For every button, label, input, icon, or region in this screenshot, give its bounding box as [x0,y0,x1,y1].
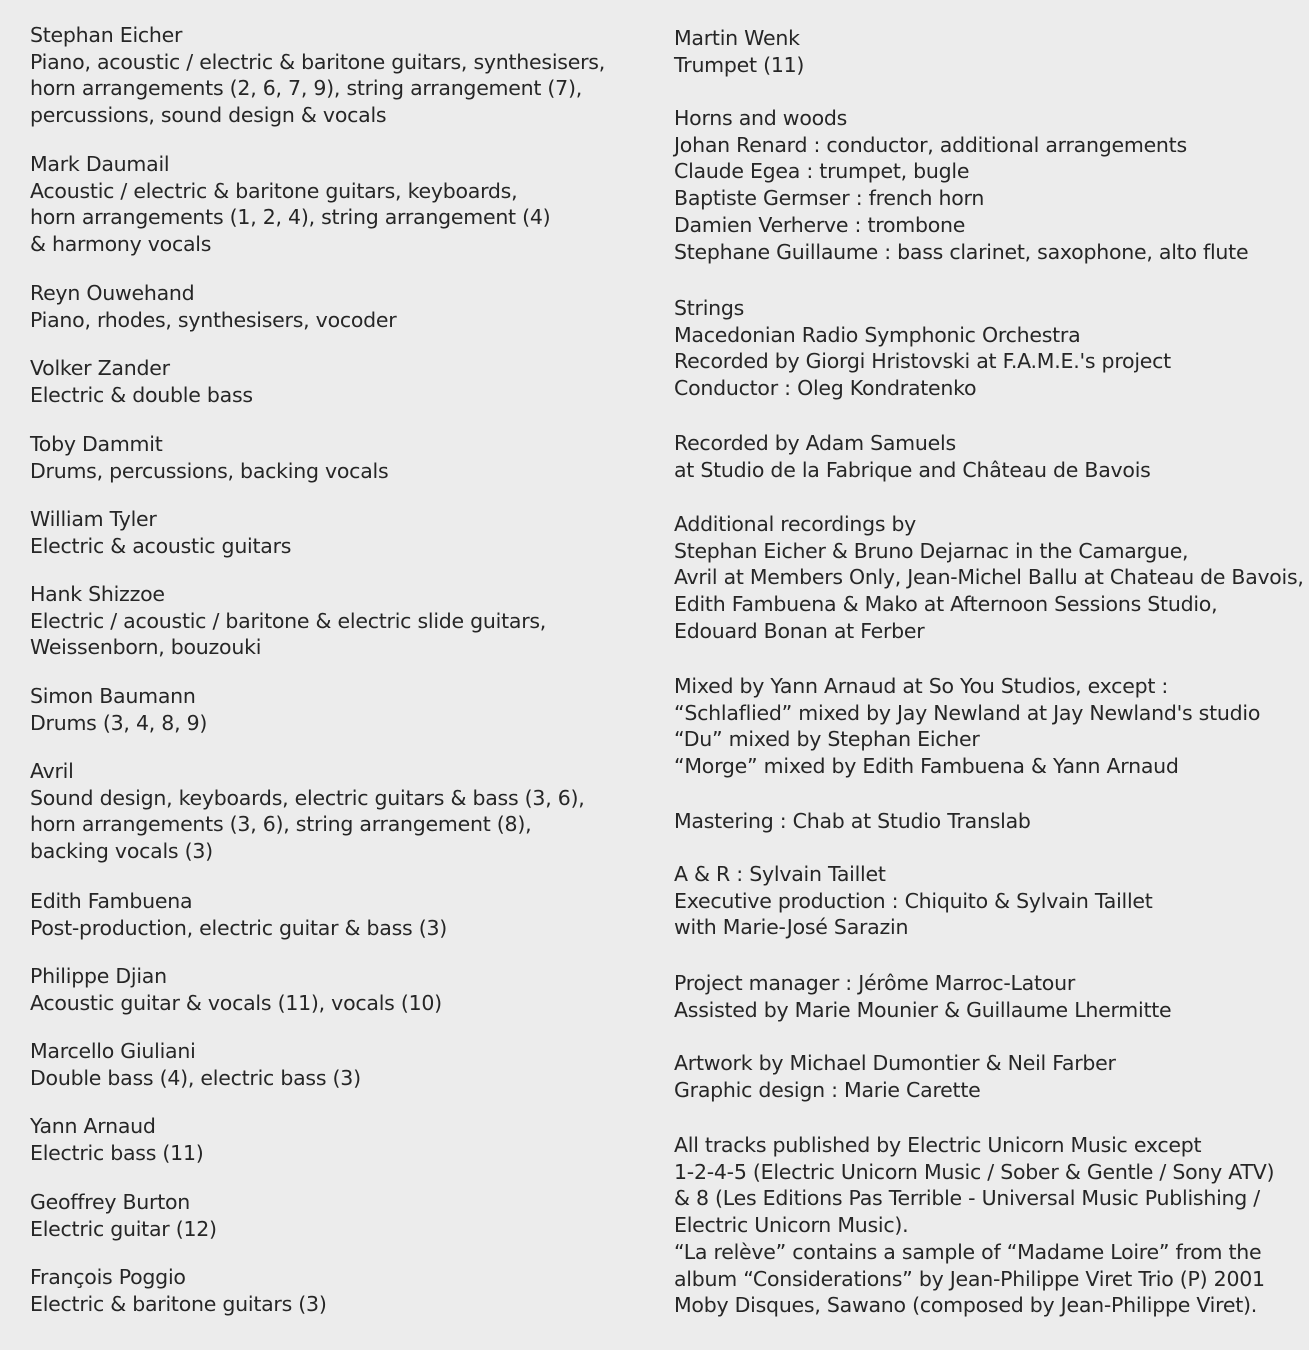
credit-name: Yann Arnaud [30,1114,156,1138]
credit-role: & harmony vocals [30,232,212,257]
credit-name: Toby Dammit [30,432,163,456]
credit-entry [30,683,207,736]
credit-name: Hank Shizzoe [30,582,165,606]
credit-line: Macedonian Radio Symphonic Orchestra [674,322,1081,347]
credit-line: Conductor : Oleg Kondratenko [674,376,977,401]
credit-line: Edith Fambuena & Mako at Afternoon Sessions Studio, [674,592,1218,617]
credit-line: Baptiste Germser : french horn [674,186,985,211]
credit-role: Piano, rhodes, synthesisers, vocoder [30,307,397,332]
section-heading: Strings [674,296,745,320]
credit-line: “Schlaflied” mixed by Jay Newland at Jay Newland's studio [674,700,1261,725]
credit-line: Executive production : Chiquito & Sylvain Taillet [674,888,1153,913]
credit-name: François Poggio [30,1265,186,1289]
credit-name: Edith Fambuena [30,889,193,913]
credit-role: Sound design, keyboards, electric guitars & bass (3, 6), [30,785,585,810]
credit-line: & 8 (Les Editions Pas Terrible - Universal Music Publishing / [674,1186,1260,1211]
credit-name: Avril [30,759,74,783]
credit-entry [674,808,1031,835]
credit-line: Recorded by Giorgi Hristovski at F.A.M.E.'s project [674,349,1171,374]
credit-line: at Studio de la Fabrique and Château de Bavois [674,457,1151,482]
credit-role: horn arrangements (2, 6, 7, 9), string arrangement (7), [30,76,582,101]
credit-entry [674,430,1151,483]
credit-entry [674,105,1248,265]
credit-line: Claude Egea : trumpet, bugle [674,159,970,184]
credit-role: Electric & acoustic guitars [30,533,292,558]
credit-line: “La relève” contains a sample of “Madame Loire” from the [674,1239,1262,1264]
credit-entry [30,758,585,865]
credit-line: Recorded by Adam Samuels [674,431,956,455]
credit-entry [30,1113,204,1166]
credit-line: Moby Disques, Sawano (composed by Jean-Philippe Viret). [674,1293,1258,1318]
credit-name: Geoffrey Burton [30,1190,191,1214]
credit-role: horn arrangements (1, 2, 4), string arrangement (4) [30,205,551,230]
credit-line: A & R : Sylvain Taillet [674,862,886,886]
credit-line: Mixed by Yann Arnaud at So You Studios, except : [674,674,1169,698]
credit-entry [30,280,396,333]
credit-entry [674,1132,1274,1319]
credit-line: with Marie-José Sarazin [674,915,909,940]
credit-line: album “Considerations” by Jean-Philippe Viret Trio (P) 2001 [674,1266,1265,1291]
credit-line: Stephane Guillaume : bass clarinet, saxophone, alto flute [674,239,1249,264]
credit-entry [30,1264,327,1317]
credit-line: Johan Renard : conductor, additional arrangements [674,132,1187,157]
credit-entry [674,861,1153,941]
credit-name: William Tyler [30,507,157,531]
credit-line: Stephan Eicher & Bruno Dejarnac in the Camargue, [674,538,1189,563]
credit-line: Graphic design : Marie Carette [674,1077,981,1102]
section-heading: Horns and woods [674,106,848,130]
credit-entry [674,295,1171,402]
credit-entry [674,25,804,78]
credit-role: Electric bass (11) [30,1140,204,1165]
credit-name: Mark Daumail [30,152,170,176]
credit-line: “Du” mixed by Stephan Eicher [674,727,980,752]
credit-role: Electric guitar (12) [30,1216,217,1241]
credit-role: Electric & baritone guitars (3) [30,1291,327,1316]
credit-name: Simon Baumann [30,684,196,708]
credit-role: Electric / acoustic / baritone & electric slide guitars, [30,608,547,633]
credit-role: percussions, sound design & vocals [30,103,387,128]
credit-role: Drums, percussions, backing vocals [30,458,389,483]
credit-entry [30,581,546,661]
credit-entry [30,355,253,408]
credit-name: Stephan Eicher [30,23,183,47]
credit-name: Reyn Ouwehand [30,281,195,305]
credit-line: 1-2-4-5 (Electric Unicorn Music / Sober & Gentle / Sony ATV) [674,1159,1275,1184]
credit-entry [30,431,388,484]
credit-entry [674,511,1304,645]
credit-line: All tracks published by Electric Unicorn Music except [674,1133,1202,1157]
credit-role: Electric & double bass [30,382,253,407]
credit-entry [674,673,1260,780]
credit-entry [30,151,550,258]
credit-entry [30,963,442,1016]
credit-line: Artwork by Michael Dumontier & Neil Farber [674,1051,1116,1075]
credit-role: Post-production, electric guitar & bass (3) [30,915,448,940]
credit-role: Weissenborn, bouzouki [30,635,262,660]
credit-line: Assisted by Marie Mounier & Guillaume Lhermitte [674,997,1172,1022]
credit-entry [30,1189,217,1242]
credit-name: Volker Zander [30,356,170,380]
credit-entry [30,888,447,941]
credit-role: backing vocals (3) [30,839,213,864]
credit-role: Acoustic / electric & baritone guitars, keyboards, [30,178,518,203]
credit-role: Double bass (4), electric bass (3) [30,1065,361,1090]
credit-entry [674,970,1171,1023]
credit-name: Philippe Djian [30,964,167,988]
credit-role: Acoustic guitar & vocals (11), vocals (10) [30,990,442,1015]
credit-line: Edouard Bonan at Ferber [674,618,925,643]
credit-entry [30,22,605,129]
credit-line: Mastering : Chab at Studio Translab [674,809,1031,833]
credit-name: Marcello Giuliani [30,1039,196,1063]
credit-entry [30,1038,361,1091]
credit-role: Trumpet (11) [674,52,805,77]
credit-role: Piano, acoustic / electric & baritone guitars, synthesisers, [30,49,605,74]
credit-entry [30,506,291,559]
credit-line: “Morge” mixed by Edith Fambuena & Yann Arnaud [674,754,1179,779]
credit-line: Damien Verherve : trombone [674,212,966,237]
credit-entry [674,1050,1116,1103]
credit-line: Additional recordings by [674,512,917,536]
credit-role: Drums (3, 4, 8, 9) [30,710,208,735]
credit-line: Electric Unicorn Music). [674,1213,909,1238]
credit-line: Project manager : Jérôme Marroc-Latour [674,971,1076,995]
credit-line: Avril at Members Only, Jean-Michel Ballu at Chateau de Bavois, [674,565,1304,590]
credit-role: horn arrangements (3, 6), string arrangement (8), [30,812,532,837]
credit-name: Martin Wenk [674,26,800,50]
